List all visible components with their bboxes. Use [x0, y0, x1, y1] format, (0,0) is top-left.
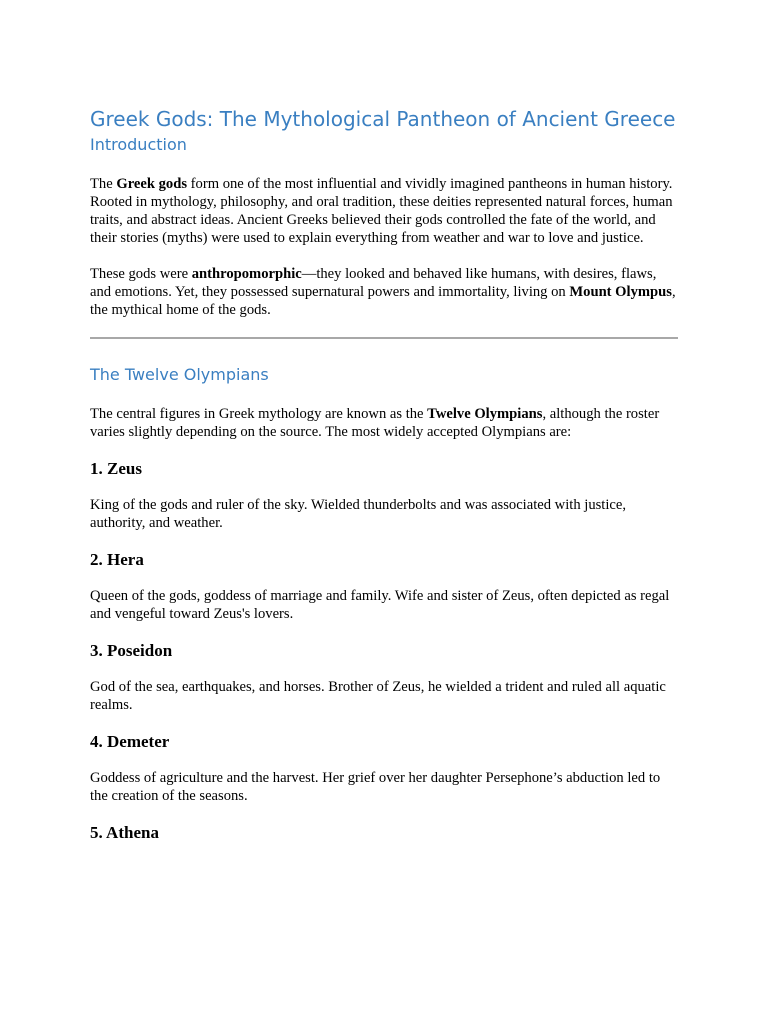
intro-heading: Introduction [90, 135, 187, 154]
olympians-intro-text-2: , although the roster varies slightly depending on the source. The most widely accepted Olympians are: [90, 406, 660, 440]
god-heading-poseidon: 3. Poseidon [90, 641, 173, 660]
god-heading-zeus: 1. Zeus [90, 459, 142, 478]
olympians-intro-bold-twelve-olympians: Twelve Olympians [427, 406, 543, 422]
intro-p2-bold-anthropomorphic: anthropomorphic [191, 266, 302, 282]
document-title: Greek Gods: The Mythological Pantheon of Ancient Greece [90, 107, 676, 131]
god-heading-athena: 5. Athena [90, 823, 159, 842]
intro-p2-bold-mount-olympus: Mount Olympus [569, 284, 672, 300]
olympians-intro-paragraph [90, 405, 678, 441]
intro-p1-text-2: form one of the most influential and vividly imagined pantheons in human history. Rooted in mythology, philosophy, and oral tradition, these deities represented natural forces, human traits, and abstract ideas. Ancient Greeks believed their gods controlled the fate of the world, and their stories (myths) were used to explain everything from weather and war to love and justice. [90, 176, 673, 246]
intro-p2-text-2: —they looked and behaved like humans, with desires, flaws, and emotions. Yet, they possessed supernatural powers and immortality, living on [90, 266, 657, 300]
intro-paragraph-2 [90, 265, 678, 319]
olympians-intro-text-1: The central figures in Greek mythology are known as the [90, 406, 428, 422]
intro-p1-bold-greek-gods: Greek gods [116, 176, 188, 192]
god-desc-demeter: Goddess of agriculture and the harvest. Her grief over her daughter Persephone’s abduction led to the creation of the seasons. [90, 770, 661, 804]
god-desc-zeus: King of the gods and ruler of the sky. Wielded thunderbolts and was associated with justice, authority, and weather. [90, 497, 627, 531]
intro-p1-text-1: The [90, 176, 117, 192]
intro-p2-text-3: , the mythical home of the gods. [90, 284, 676, 318]
section-divider [90, 337, 678, 339]
intro-paragraph-1 [90, 175, 678, 247]
god-desc-poseidon: God of the sea, earthquakes, and horses. Brother of Zeus, he wielded a trident and ruled all aquatic realms. [90, 679, 666, 713]
god-desc-hera: Queen of the gods, goddess of marriage and family. Wife and sister of Zeus, often depicted as regal and vengeful toward Zeus's lovers. [90, 588, 670, 622]
god-heading-hera: 2. Hera [90, 550, 144, 569]
god-heading-demeter: 4. Demeter [90, 732, 170, 751]
intro-p2-text-1: These gods were [90, 266, 192, 282]
document-page [90, 106, 678, 843]
olympians-heading: The Twelve Olympians [90, 365, 269, 384]
